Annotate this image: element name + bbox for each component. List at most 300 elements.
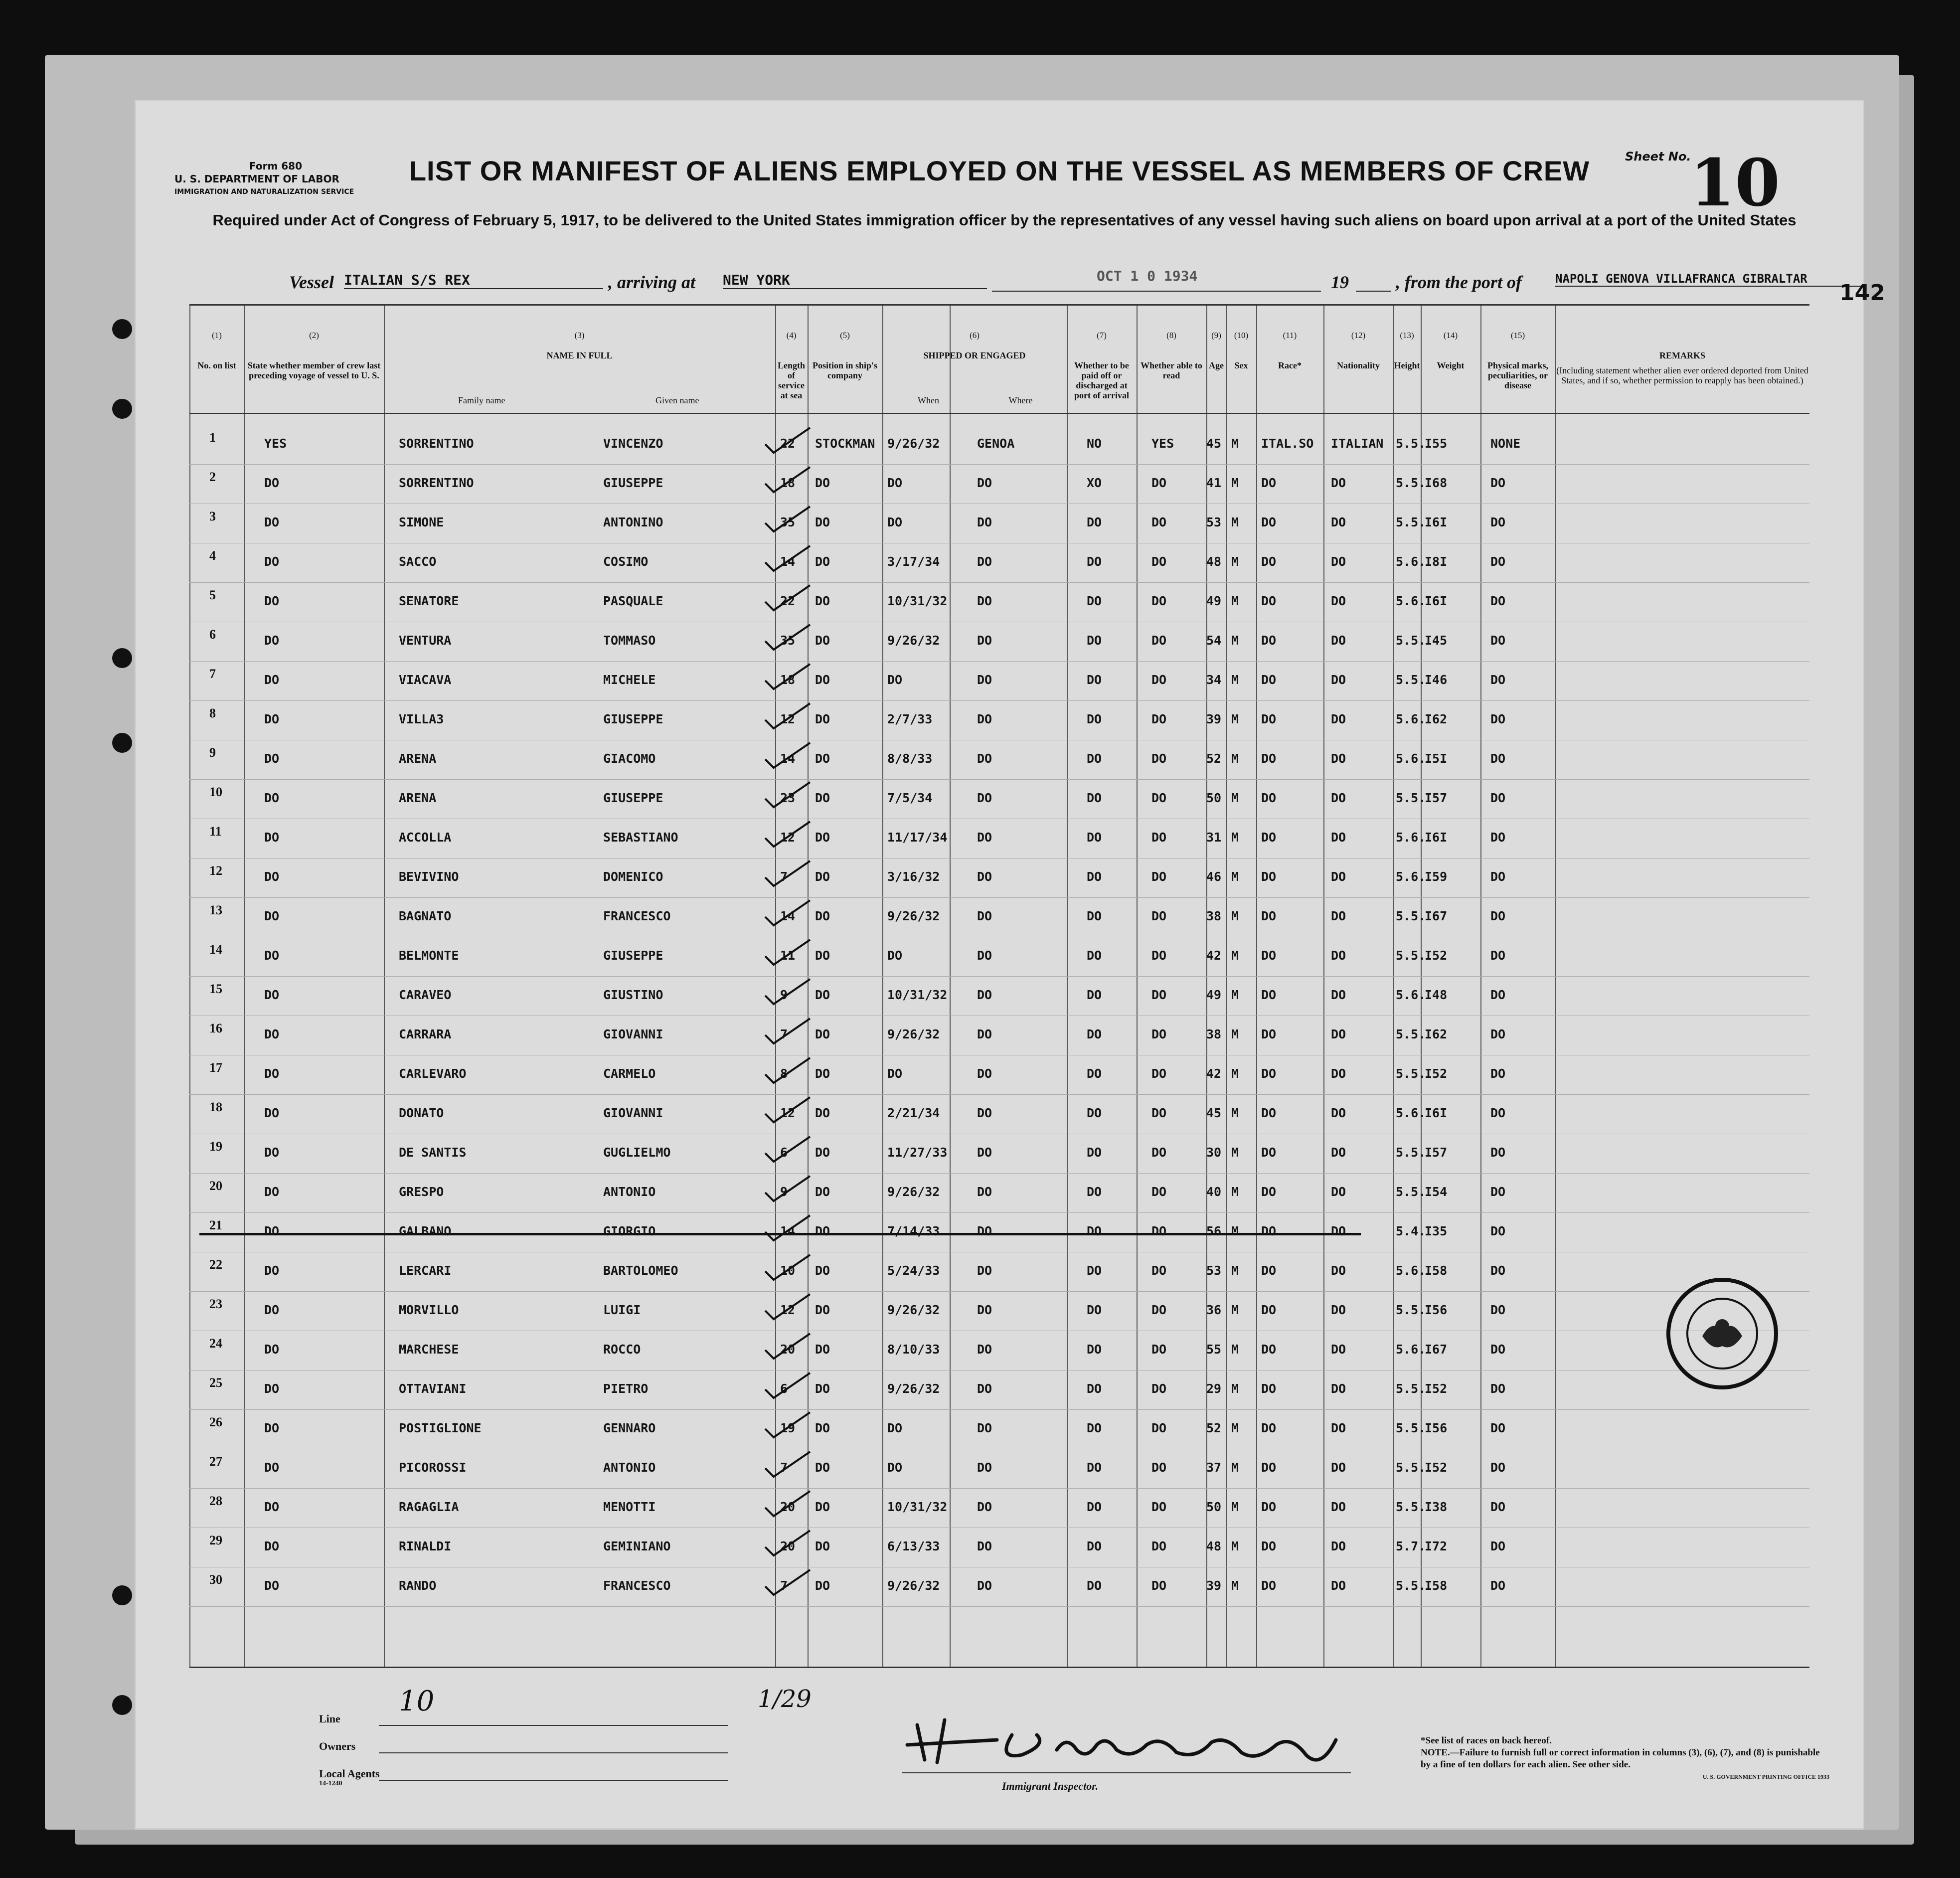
line-number: 3	[209, 509, 216, 523]
cell-age: 50	[1206, 791, 1222, 805]
cell-sex: M	[1231, 1381, 1239, 1396]
cell-when: DO	[887, 1460, 903, 1475]
cell-sex: M	[1231, 1460, 1239, 1475]
header-separator	[189, 413, 1809, 414]
cell-nat: DO	[1331, 1066, 1346, 1081]
check-mark	[763, 1134, 813, 1164]
cell-given: GIUSEPPE	[603, 948, 663, 963]
binding-hole	[112, 1695, 132, 1715]
line-number: 24	[209, 1336, 222, 1351]
cell-height: 5.5.	[1396, 909, 1426, 923]
column-number: (3)	[574, 331, 585, 340]
cell-sex: M	[1231, 594, 1239, 608]
cell-age: 53	[1206, 1263, 1222, 1278]
cell-age: 38	[1206, 909, 1222, 923]
binding-hole	[112, 648, 132, 668]
cell-age: 42	[1206, 948, 1222, 963]
cell-sex: M	[1231, 791, 1239, 805]
binding-hole	[112, 319, 132, 339]
check-mark	[763, 977, 813, 1007]
cell-race: DO	[1261, 515, 1277, 529]
cell-paid: DO	[1087, 594, 1102, 608]
column-number: (9)	[1211, 331, 1221, 340]
cell-nat: DO	[1331, 1500, 1346, 1514]
strike-through	[199, 1233, 1361, 1235]
cell-paid: DO	[1087, 988, 1102, 1002]
date-stamp: OCT 1 0 1934	[1097, 268, 1198, 284]
cell-read: DO	[1151, 554, 1167, 569]
cell-sex: M	[1231, 1027, 1239, 1041]
cell-family: SORRENTINO	[399, 476, 474, 490]
cell-height: 5.6.	[1396, 712, 1426, 726]
cell-read: DO	[1151, 515, 1167, 529]
line-number: 14	[209, 942, 222, 957]
cell-service: 6	[780, 1145, 788, 1160]
table-row	[189, 1213, 1809, 1252]
cell-position: DO	[815, 554, 830, 569]
cell-age: 38	[1206, 1027, 1222, 1041]
column-number: (8)	[1166, 331, 1176, 340]
cell-read: DO	[1151, 1066, 1167, 1081]
cell-family: DONATO	[399, 1106, 444, 1120]
line-number: 1	[209, 430, 216, 445]
cell-given: GIUSTINO	[603, 988, 663, 1002]
cell-when: 9/26/32	[887, 633, 940, 648]
cell-nat: DO	[1331, 1145, 1346, 1160]
cell-marks: DO	[1490, 1342, 1506, 1357]
cell-nat: DO	[1331, 1185, 1346, 1199]
cell-family: GALBANO	[399, 1224, 452, 1238]
cell-family: BAGNATO	[399, 909, 452, 923]
cell-family: MARCHESE	[399, 1342, 459, 1357]
cell-read: DO	[1151, 1106, 1167, 1120]
cell-when: 10/31/32	[887, 1500, 948, 1514]
cell-sex: M	[1231, 1578, 1239, 1593]
cell-height: 5.5.	[1396, 1066, 1426, 1081]
cell-height: 5.6.	[1396, 1342, 1426, 1357]
cell-sex: M	[1231, 436, 1239, 451]
cell-family: VIACAVA	[399, 673, 452, 687]
cell-race: DO	[1261, 1145, 1277, 1160]
cell-age: 40	[1206, 1185, 1222, 1199]
cell-race: DO	[1261, 1460, 1277, 1475]
cell-race: DO	[1261, 1027, 1277, 1041]
cell-family: SIMONE	[399, 515, 444, 529]
cell-prev: DO	[264, 1185, 280, 1199]
cell-read: DO	[1151, 751, 1167, 766]
cell-when: 9/26/32	[887, 909, 940, 923]
table-row	[189, 819, 1809, 858]
column-number: (12)	[1351, 331, 1366, 340]
table-row	[189, 1489, 1809, 1528]
cell-when: 9/26/32	[887, 1303, 940, 1317]
cell-position: DO	[815, 751, 830, 766]
cell-service: 22	[780, 594, 796, 608]
cell-given: ROCCO	[603, 1342, 641, 1357]
check-mark	[763, 1292, 813, 1322]
cell-race: ITAL.SO	[1261, 436, 1314, 451]
cell-given: CARMELO	[603, 1066, 656, 1081]
form-code: 14-1240	[319, 1780, 342, 1787]
cell-prev: DO	[264, 476, 280, 490]
cell-service: 7	[780, 1578, 788, 1593]
cell-given: GIACOMO	[603, 751, 656, 766]
cell-when: 8/10/33	[887, 1342, 940, 1357]
cell-height: 5.5.	[1396, 1578, 1426, 1593]
column-number: (11)	[1283, 331, 1297, 340]
printer-credit: U. S. GOVERNMENT PRINTING OFFICE 1933	[1702, 1773, 1829, 1780]
cell-when: DO	[887, 948, 903, 963]
cell-position: STOCKMAN	[815, 436, 875, 451]
cell-service: 14	[780, 751, 796, 766]
cell-prev: DO	[264, 712, 280, 726]
cell-weight: I38	[1425, 1500, 1448, 1514]
cell-read: DO	[1151, 1263, 1167, 1278]
cell-height: 5.5.	[1396, 515, 1426, 529]
cell-age: 53	[1206, 515, 1222, 529]
cell-service: 23	[780, 791, 796, 805]
cell-marks: DO	[1490, 673, 1506, 687]
cell-weight: I72	[1425, 1539, 1448, 1553]
cell-sex: M	[1231, 1500, 1239, 1514]
cell-where: DO	[977, 948, 992, 963]
cell-family: PICOROSSI	[399, 1460, 467, 1475]
cell-where: DO	[977, 476, 992, 490]
cell-where: DO	[977, 633, 992, 648]
bureau: IMMIGRATION AND NATURALIZATION SERVICE	[174, 188, 354, 196]
cell-where: DO	[977, 909, 992, 923]
cell-age: 48	[1206, 554, 1222, 569]
cell-when: 5/24/33	[887, 1263, 940, 1278]
cell-prev: DO	[264, 1578, 280, 1593]
cell-prev: DO	[264, 948, 280, 963]
cell-height: 5.4.	[1396, 1224, 1426, 1238]
cell-paid: DO	[1087, 791, 1102, 805]
cell-sex: M	[1231, 1224, 1239, 1238]
agents-label: Local Agents	[319, 1767, 380, 1780]
cell-when: 2/21/34	[887, 1106, 940, 1120]
cell-family: DE SANTIS	[399, 1145, 467, 1160]
cell-position: DO	[815, 1539, 830, 1553]
cell-where: DO	[977, 1460, 992, 1475]
cell-when: 11/27/33	[887, 1145, 948, 1160]
cell-given: VINCENZO	[603, 436, 663, 451]
cell-weight: I52	[1425, 1066, 1448, 1081]
cell-read: DO	[1151, 830, 1167, 845]
cell-paid: DO	[1087, 751, 1102, 766]
cell-nat: DO	[1331, 1381, 1346, 1396]
column-header: Physical marks, peculiarities, or disease	[1487, 360, 1548, 390]
cell-prev: DO	[264, 1224, 280, 1238]
table-row	[189, 1528, 1809, 1567]
cell-where: GENOA	[977, 436, 1015, 451]
cell-position: DO	[815, 1578, 830, 1593]
line-number: 11	[209, 824, 222, 839]
cell-given: SEBASTIANO	[603, 830, 678, 845]
cell-given: GIUSEPPE	[603, 791, 663, 805]
cell-paid: DO	[1087, 1263, 1102, 1278]
cell-read: DO	[1151, 633, 1167, 648]
cell-given: MENOTTI	[603, 1500, 656, 1514]
column-header: Length of service at sea	[777, 360, 805, 400]
column-header: Race*	[1278, 360, 1302, 370]
cell-read: DO	[1151, 1578, 1167, 1593]
cell-paid: DO	[1087, 1303, 1102, 1317]
check-mark	[763, 1410, 813, 1440]
cell-sex: M	[1231, 1303, 1239, 1317]
line-number: 26	[209, 1415, 222, 1429]
inspector-label: Immigrant Inspector.	[1002, 1780, 1099, 1792]
table-row	[189, 1370, 1809, 1410]
cell-nat: DO	[1331, 1421, 1346, 1435]
line-number: 19	[209, 1139, 222, 1154]
cell-position: DO	[815, 633, 830, 648]
cell-paid: DO	[1087, 633, 1102, 648]
cell-age: 31	[1206, 830, 1222, 845]
cell-family: ARENA	[399, 791, 437, 805]
cell-position: DO	[815, 1224, 830, 1238]
owners-label: Owners	[319, 1740, 356, 1752]
check-mark	[763, 1174, 813, 1203]
cell-sex: M	[1231, 909, 1239, 923]
page-number: 142	[1839, 280, 1885, 306]
cell-read: DO	[1151, 909, 1167, 923]
line-number: 5	[209, 588, 216, 602]
cell-family: CARLEVARO	[399, 1066, 467, 1081]
cell-age: 48	[1206, 1539, 1222, 1553]
form-number: Form 680	[249, 160, 303, 172]
consulate-seal	[1665, 1276, 1780, 1391]
cell-service: 22	[780, 436, 796, 451]
column-number: (5)	[840, 331, 850, 340]
column-header: Nationality	[1336, 360, 1380, 370]
owners-underline	[379, 1752, 728, 1753]
column-header: Whether able to read	[1141, 360, 1202, 380]
cell-read: DO	[1151, 1027, 1167, 1041]
cell-nat: DO	[1331, 1460, 1346, 1475]
cell-given: ANTONIO	[603, 1460, 656, 1475]
cell-paid: DO	[1087, 909, 1102, 923]
cell-sex: M	[1231, 633, 1239, 648]
cell-paid: DO	[1087, 1185, 1102, 1199]
cell-prev: DO	[264, 1263, 280, 1278]
cell-paid: DO	[1087, 1460, 1102, 1475]
column-subheader: Family name	[458, 395, 505, 405]
cell-given: COSIMO	[603, 554, 649, 569]
department: U. S. DEPARTMENT OF LABOR	[174, 173, 339, 185]
check-mark	[763, 1489, 813, 1519]
cell-service: 19	[780, 1421, 796, 1435]
cell-marks: DO	[1490, 988, 1506, 1002]
cell-race: DO	[1261, 948, 1277, 963]
cell-weight: I56	[1425, 1421, 1448, 1435]
check-mark	[763, 504, 813, 534]
cell-family: BELMONTE	[399, 948, 459, 963]
cell-age: 55	[1206, 1342, 1222, 1357]
check-mark	[763, 622, 813, 652]
cell-family: MORVILLO	[399, 1303, 459, 1317]
cell-race: DO	[1261, 1224, 1277, 1238]
cell-read: DO	[1151, 1381, 1167, 1396]
check-mark	[763, 740, 813, 770]
cell-weight: I52	[1425, 1460, 1448, 1475]
cell-service: 11	[780, 948, 796, 963]
cell-marks: DO	[1490, 1263, 1506, 1278]
cell-where: DO	[977, 1421, 992, 1435]
cell-sex: M	[1231, 476, 1239, 490]
cell-sex: M	[1231, 948, 1239, 963]
cell-height: 5.6.	[1396, 988, 1426, 1002]
column-number: (2)	[309, 331, 319, 340]
vessel-line	[289, 268, 1934, 297]
cell-where: DO	[977, 1263, 992, 1278]
sheet-number: 10	[1690, 145, 1780, 221]
cell-service: 7	[780, 869, 788, 884]
cell-marks: DO	[1490, 909, 1506, 923]
cell-weight: I46	[1425, 673, 1448, 687]
cell-read: DO	[1151, 869, 1167, 884]
cell-sex: M	[1231, 712, 1239, 726]
cell-sex: M	[1231, 1421, 1239, 1435]
cell-read: DO	[1151, 1421, 1167, 1435]
cell-race: DO	[1261, 1066, 1277, 1081]
cell-age: 54	[1206, 633, 1222, 648]
column-header: Position in ship's company	[812, 360, 878, 380]
cell-race: DO	[1261, 1578, 1277, 1593]
cell-read: DO	[1151, 1342, 1167, 1357]
cell-sex: M	[1231, 1145, 1239, 1160]
cell-prev: DO	[264, 1066, 280, 1081]
check-mark	[763, 780, 813, 810]
cell-paid: DO	[1087, 1578, 1102, 1593]
document-title: LIST OR MANIFEST OF ALIENS EMPLOYED ON THE VESSEL AS MEMBERS OF CREW	[409, 155, 1590, 186]
column-header: Weight	[1437, 360, 1465, 370]
cell-race: DO	[1261, 988, 1277, 1002]
cell-weight: I8I	[1425, 554, 1448, 569]
line-number: 25	[209, 1375, 222, 1390]
cell-prev: DO	[264, 673, 280, 687]
cell-marks: DO	[1490, 869, 1506, 884]
cell-where: DO	[977, 1106, 992, 1120]
cell-when: DO	[887, 476, 903, 490]
cell-family: RINALDI	[399, 1539, 452, 1553]
cell-service: 20	[780, 1500, 796, 1514]
cell-prev: DO	[264, 751, 280, 766]
cell-nat: DO	[1331, 791, 1346, 805]
cell-height: 5.5.	[1396, 633, 1426, 648]
cell-position: DO	[815, 594, 830, 608]
line-number: 30	[209, 1572, 222, 1587]
cell-weight: I58	[1425, 1578, 1448, 1593]
cell-position: DO	[815, 1500, 830, 1514]
cell-position: DO	[815, 948, 830, 963]
table-row	[189, 740, 1809, 780]
cell-when: 9/26/32	[887, 1578, 940, 1593]
cell-prev: DO	[264, 1303, 280, 1317]
cell-age: 39	[1206, 1578, 1222, 1593]
cell-position: DO	[815, 515, 830, 529]
cell-where: DO	[977, 1066, 992, 1081]
cell-family: VILLA3	[399, 712, 444, 726]
cell-age: 52	[1206, 1421, 1222, 1435]
cell-position: DO	[815, 476, 830, 490]
line-number: 8	[209, 706, 216, 720]
cell-nat: DO	[1331, 948, 1346, 963]
line-number: 12	[209, 863, 222, 878]
line-value: 10	[399, 1685, 435, 1717]
table-row	[189, 1449, 1809, 1489]
cell-family: SENATORE	[399, 594, 459, 608]
cell-nat: DO	[1331, 594, 1346, 608]
column-header: Height	[1394, 360, 1420, 370]
column-header: NAME IN FULL	[546, 350, 613, 360]
binding-hole	[112, 399, 132, 419]
cell-height: 5.5.	[1396, 948, 1426, 963]
cell-position: DO	[815, 1185, 830, 1199]
cell-weight: I58	[1425, 1263, 1448, 1278]
cell-sex: M	[1231, 1263, 1239, 1278]
cell-height: 5.5.	[1396, 1500, 1426, 1514]
check-mark	[763, 701, 813, 731]
cell-sex: M	[1231, 988, 1239, 1002]
cell-given: ANTONINO	[603, 515, 663, 529]
cell-given: TOMMASO	[603, 633, 656, 648]
cell-prev: DO	[264, 633, 280, 648]
check-mark	[763, 1055, 813, 1085]
cell-nat: DO	[1331, 476, 1346, 490]
cell-read: DO	[1151, 712, 1167, 726]
row-rule	[189, 1606, 1809, 1607]
cell-position: DO	[815, 1106, 830, 1120]
cell-nat: DO	[1331, 1342, 1346, 1357]
cell-sex: M	[1231, 751, 1239, 766]
cell-age: 41	[1206, 476, 1222, 490]
cell-height: 5.5.	[1396, 1145, 1426, 1160]
cell-given: GEMINIANO	[603, 1539, 671, 1553]
cell-nat: DO	[1331, 1303, 1346, 1317]
cell-age: 34	[1206, 673, 1222, 687]
cell-marks: DO	[1490, 1303, 1506, 1317]
cell-when: DO	[887, 1421, 903, 1435]
cell-nat: DO	[1331, 554, 1346, 569]
cell-race: DO	[1261, 633, 1277, 648]
line-number: 29	[209, 1533, 222, 1547]
cell-when: 9/26/32	[887, 1027, 940, 1041]
cell-height: 5.6.	[1396, 830, 1426, 845]
cell-given: FRANCESCO	[603, 909, 671, 923]
cell-race: DO	[1261, 1500, 1277, 1514]
check-mark	[763, 543, 813, 573]
cell-height: 5.6.	[1396, 751, 1426, 766]
cell-where: DO	[977, 1381, 992, 1396]
line-number: 22	[209, 1257, 222, 1272]
column-subheader: Given name	[655, 395, 699, 405]
cell-race: DO	[1261, 1539, 1277, 1553]
cell-service: 12	[780, 1106, 796, 1120]
check-mark	[763, 1016, 813, 1046]
cell-marks: DO	[1490, 948, 1506, 963]
cell-position: DO	[815, 1421, 830, 1435]
cell-paid: DO	[1087, 1106, 1102, 1120]
cell-service: 14	[780, 554, 796, 569]
cell-nat: DO	[1331, 909, 1346, 923]
cell-paid: DO	[1087, 1381, 1102, 1396]
table-row	[189, 1134, 1809, 1174]
manifest-footer	[189, 1675, 1834, 1825]
cell-height: 5.6.	[1396, 594, 1426, 608]
cell-where: DO	[977, 712, 992, 726]
cell-sex: M	[1231, 1342, 1239, 1357]
